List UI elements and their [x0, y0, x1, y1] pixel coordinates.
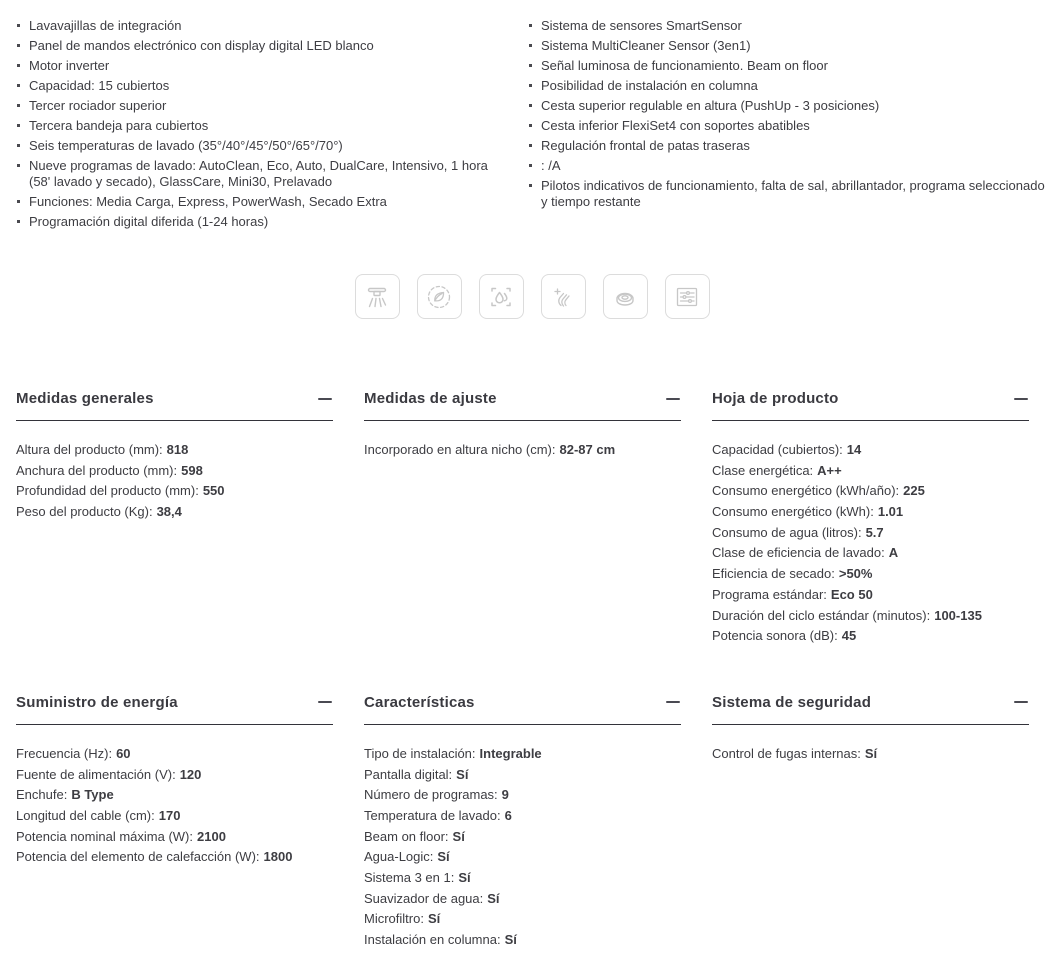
section-header — [712, 390, 1029, 421]
spec-label: Microfiltro: — [364, 911, 424, 927]
spec-label: Consumo de agua (litros): — [712, 524, 862, 540]
feature-item: Cesta superior regulable en altura (PushUp - 3 posiciones) — [528, 96, 1048, 116]
spec-section — [16, 694, 333, 871]
feature-item: Regulación frontal de patas traseras — [528, 136, 1048, 156]
spec-value: 5.7 — [865, 524, 884, 540]
feature-icon-strip — [16, 274, 1048, 319]
spec-label: Consumo energético (kWh): — [712, 504, 874, 520]
spec-value: Sí — [427, 911, 441, 927]
spec-label: Potencia nominal máxima (W): — [16, 828, 193, 844]
spec-value: 100-135 — [934, 607, 982, 623]
spec-value: Sí — [864, 745, 878, 761]
feature-item: Seis temperaturas de lavado (35°/40°/45°/50°/65°/70°) — [16, 136, 512, 156]
spec-row — [712, 546, 1029, 560]
spec-value: 82-87 cm — [559, 442, 616, 457]
spec-row — [712, 567, 1029, 581]
collapse-section-button[interactable] — [317, 694, 333, 710]
spec-label: Enchufe: — [16, 787, 68, 803]
spec-value: 6 — [504, 807, 512, 823]
spec-section — [364, 390, 681, 464]
feature-item: Tercer rociador superior — [16, 96, 512, 116]
feature-item: Señal luminosa de funcionamiento. Beam on floor — [528, 56, 1048, 76]
spec-value: Integrable — [479, 745, 542, 761]
spec-row — [712, 609, 1029, 623]
spec-label: Sistema 3 en 1: — [364, 870, 455, 885]
spec-value: Sí — [504, 932, 517, 948]
spec-row — [364, 912, 681, 926]
spec-value: A++ — [817, 462, 842, 478]
spec-row — [16, 809, 333, 823]
spec-value: 14 — [846, 442, 862, 457]
section-body — [712, 725, 1029, 761]
spec-row — [16, 768, 333, 782]
minus-icon — [318, 398, 332, 400]
spec-section — [712, 390, 1029, 650]
spec-row — [364, 892, 681, 906]
spec-label: Pantalla digital: — [364, 766, 453, 782]
spec-value: 598 — [181, 462, 203, 478]
spec-value: 9 — [501, 787, 509, 803]
section-body — [712, 421, 1029, 643]
collapse-section-button[interactable] — [1013, 391, 1029, 407]
spec-row — [364, 830, 681, 844]
minus-icon — [666, 398, 680, 400]
spec-row — [16, 464, 333, 478]
section-body — [16, 421, 333, 519]
section-title: Hoja de producto — [712, 390, 839, 407]
section-title: Medidas de ajuste — [364, 390, 497, 407]
spec-row — [16, 443, 333, 457]
spec-value: Eco 50 — [830, 586, 873, 602]
feature-item: Sistema de sensores SmartSensor — [528, 16, 1048, 36]
spec-value: 1800 — [263, 849, 293, 865]
spec-value: Sí — [437, 849, 450, 865]
feature-item: Motor inverter — [16, 56, 512, 76]
spec-row — [364, 443, 681, 457]
spec-row — [712, 747, 1029, 761]
spec-row — [364, 788, 681, 802]
eco-leaf-icon — [417, 274, 462, 319]
section-header — [712, 694, 1029, 725]
spec-label: Suavizador de agua: — [364, 890, 484, 906]
spec-label: Consumo energético (kWh/año): — [712, 483, 900, 499]
collapse-section-button[interactable] — [317, 391, 333, 407]
spec-value: Sí — [452, 828, 465, 844]
minus-icon — [318, 701, 332, 703]
feature-item: Nueve programas de lavado: AutoClean, Eco, Auto, DualCare, Intensivo, 1 hora (58' lavado y secado), GlassCare, Mini30, Prelavado — [16, 156, 512, 192]
spec-label: Tipo de instalación: — [364, 745, 476, 761]
collapse-section-button[interactable] — [665, 694, 681, 710]
spec-label: Número de programas: — [364, 787, 498, 803]
water-drop-sensor-icon — [479, 274, 524, 319]
feature-lists — [16, 16, 1048, 232]
spec-value: >50% — [838, 566, 873, 582]
hand-clean-icon — [541, 274, 586, 319]
spec-label: Agua-Logic: — [364, 849, 434, 865]
feature-item: Lavavajillas de integración — [16, 16, 512, 36]
collapse-section-button[interactable] — [1013, 694, 1029, 710]
feature-item: Cesta inferior FlexiSet4 con soportes abatibles — [528, 116, 1048, 136]
spec-label: Capacidad (cubiertos): — [712, 442, 843, 457]
spec-label: Longitud del cable (cm): — [16, 807, 155, 823]
spec-value: Sí — [458, 870, 471, 885]
section-header — [16, 694, 333, 725]
section-body — [16, 725, 333, 864]
spec-value: 2100 — [197, 828, 226, 844]
minus-icon — [1014, 701, 1028, 703]
spec-row — [16, 788, 333, 802]
spec-row — [712, 588, 1029, 602]
spec-row — [16, 747, 333, 761]
spec-value: 170 — [158, 807, 181, 823]
spec-row — [364, 768, 681, 782]
spec-sections-grid — [16, 390, 1048, 954]
spec-value: 38,4 — [156, 504, 182, 520]
section-header — [364, 694, 681, 725]
section-title: Medidas generales — [16, 390, 154, 407]
feature-item: Funciones: Media Carga, Express, PowerWash, Secado Extra — [16, 192, 512, 212]
section-title: Características — [364, 693, 475, 711]
feature-item: : /A — [528, 156, 1048, 176]
spec-label: Control de fugas internas: — [712, 745, 861, 761]
dish-icon — [603, 274, 648, 319]
spec-row — [364, 747, 681, 761]
spec-row — [364, 850, 681, 864]
section-title: Suministro de energía — [16, 693, 178, 711]
spec-label: Anchura del producto (mm): — [16, 462, 178, 478]
spec-label: Fuente de alimentación (V): — [16, 766, 176, 782]
spec-row — [364, 809, 681, 823]
spec-value: 550 — [202, 483, 225, 499]
spec-row — [712, 505, 1029, 519]
control-panel-icon — [665, 274, 710, 319]
spec-section — [712, 694, 1029, 768]
spray-arm-icon — [355, 274, 400, 319]
spec-row — [16, 505, 333, 519]
feature-item: Capacidad: 15 cubiertos — [16, 76, 512, 96]
spec-label: Profundidad del producto (mm): — [16, 483, 199, 499]
spec-value: 120 — [179, 766, 202, 782]
feature-item: Tercera bandeja para cubiertos — [16, 116, 512, 136]
spec-label: Clase de eficiencia de lavado: — [712, 545, 885, 561]
spec-row — [16, 484, 333, 498]
minus-icon — [666, 701, 680, 703]
features-list-left — [16, 16, 512, 232]
spec-label: Altura del producto (mm): — [16, 442, 163, 457]
feature-item: Pilotos indicativos de funcionamiento, falta de sal, abrillantador, programa seleccionado y tiempo restante — [528, 176, 1048, 212]
features-list-right — [528, 16, 1048, 212]
spec-label: Programa estándar: — [712, 586, 827, 602]
spec-row — [712, 629, 1029, 643]
spec-value: 60 — [116, 745, 131, 761]
spec-label: Peso del producto (Kg): — [16, 504, 153, 520]
spec-section — [16, 390, 333, 526]
spec-value: 1.01 — [877, 504, 904, 520]
section-header — [16, 390, 333, 421]
spec-section — [364, 694, 681, 954]
spec-label: Clase energética: — [712, 462, 814, 478]
spec-row — [16, 830, 333, 844]
minus-icon — [1014, 398, 1028, 400]
spec-row — [364, 871, 681, 885]
section-header — [364, 390, 681, 421]
spec-label: Eficiencia de secado: — [712, 566, 835, 582]
spec-value: Sí — [456, 766, 469, 782]
feature-item: Programación digital diferida (1-24 horas) — [16, 212, 512, 232]
spec-value: B Type — [71, 787, 114, 803]
spec-value: A — [888, 545, 899, 561]
spec-row — [712, 464, 1029, 478]
spec-row — [712, 484, 1029, 498]
spec-label: Potencia del elemento de calefacción (W): — [16, 849, 260, 865]
spec-label: Incorporado en altura nicho (cm): — [364, 442, 556, 457]
spec-value: Sí — [487, 890, 500, 906]
spec-label: Frecuencia (Hz): — [16, 745, 113, 761]
section-title: Sistema de seguridad — [712, 693, 872, 711]
spec-label: Duración del ciclo estándar (minutos): — [712, 607, 931, 623]
collapse-section-button[interactable] — [665, 391, 681, 407]
spec-value: 225 — [903, 483, 925, 499]
spec-label: Potencia sonora (dB): — [712, 628, 838, 644]
feature-item: Sistema MultiCleaner Sensor (3en1) — [528, 36, 1048, 56]
feature-item: Posibilidad de instalación en columna — [528, 76, 1048, 96]
spec-label: Temperatura de lavado: — [364, 807, 501, 823]
spec-row — [712, 443, 1029, 457]
spec-value: 818 — [166, 442, 189, 457]
spec-row — [16, 850, 333, 864]
section-body — [364, 725, 681, 947]
spec-row — [364, 933, 681, 947]
section-body — [364, 421, 681, 457]
spec-label: Beam on floor: — [364, 828, 449, 844]
spec-row — [712, 526, 1029, 540]
feature-item: Panel de mandos electrónico con display digital LED blanco — [16, 36, 512, 56]
spec-label: Instalación en columna: — [364, 932, 501, 948]
spec-value: 45 — [841, 628, 857, 644]
